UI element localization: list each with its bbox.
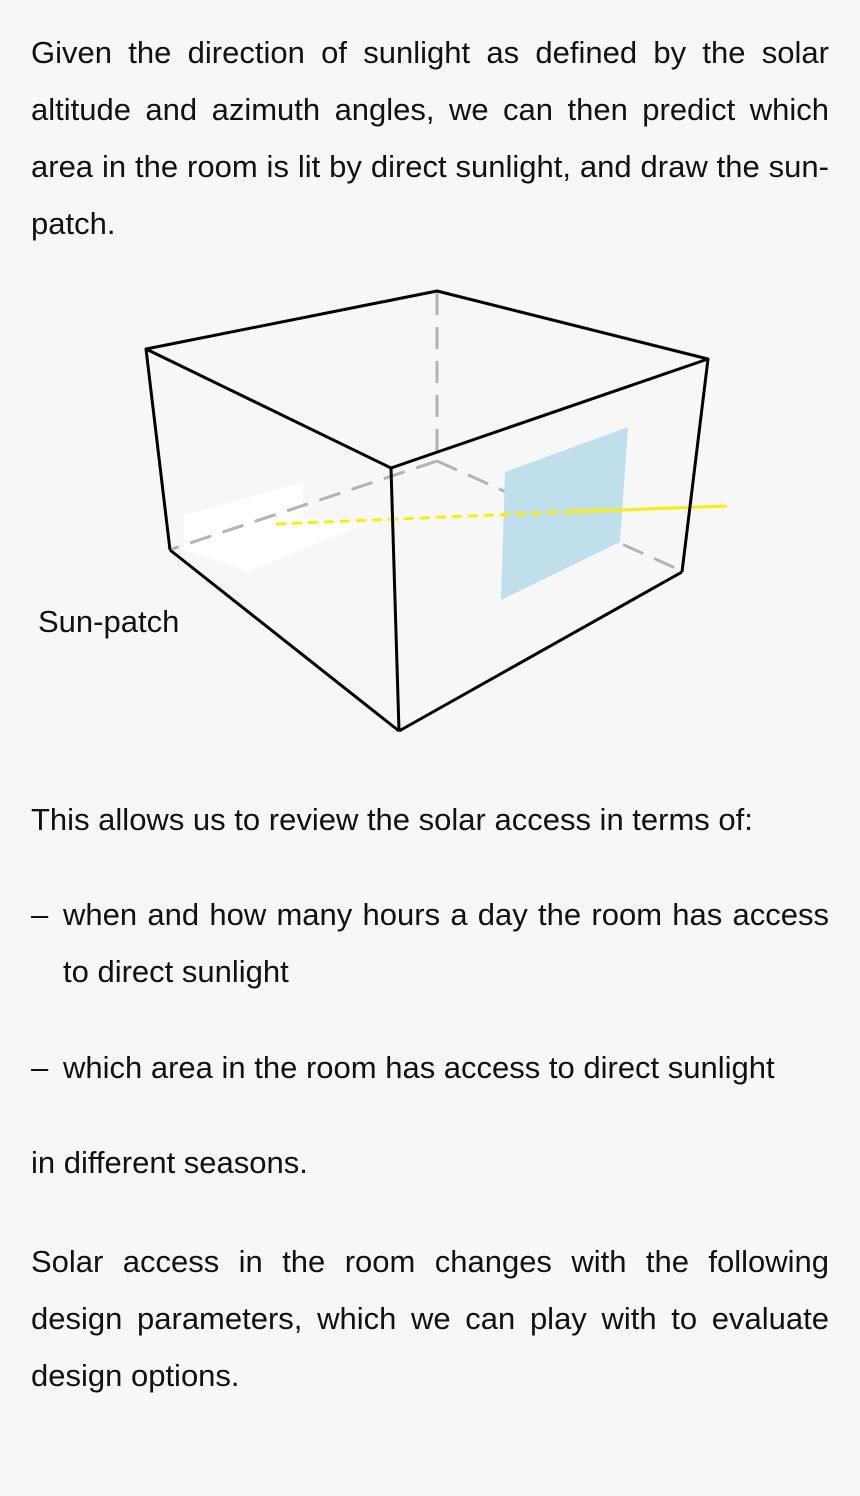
intro-paragraph: Given the direction of sunlight as defined by the solar altitude and azimuth angles, we can then predict which area in the room is lit by direct sunlight, and draw the sun-patch. <box>31 35 829 241</box>
review-intro: This allows us to review the solar access in terms of: <box>31 802 753 837</box>
closing-paragraph: Solar access in the room changes with the following design parameters, which we can play with to evaluate design options. <box>31 1244 829 1393</box>
bullet-text: when and how many hours a day the room has access to direct sunlight <box>63 897 829 989</box>
bullet-text: which area in the room has access to direct sunlight <box>63 1050 775 1085</box>
bullet-dash: – <box>31 1050 49 1085</box>
bullet-item-area <box>31 1039 829 1096</box>
bullet-item-hours <box>31 886 829 1000</box>
seasons-line: in different seasons. <box>31 1145 308 1180</box>
sun-patch-area <box>184 482 370 572</box>
sun-patch-label: Sun-patch <box>38 604 180 639</box>
room-sun-patch-diagram <box>0 270 860 750</box>
bullet-dash: – <box>31 897 49 932</box>
